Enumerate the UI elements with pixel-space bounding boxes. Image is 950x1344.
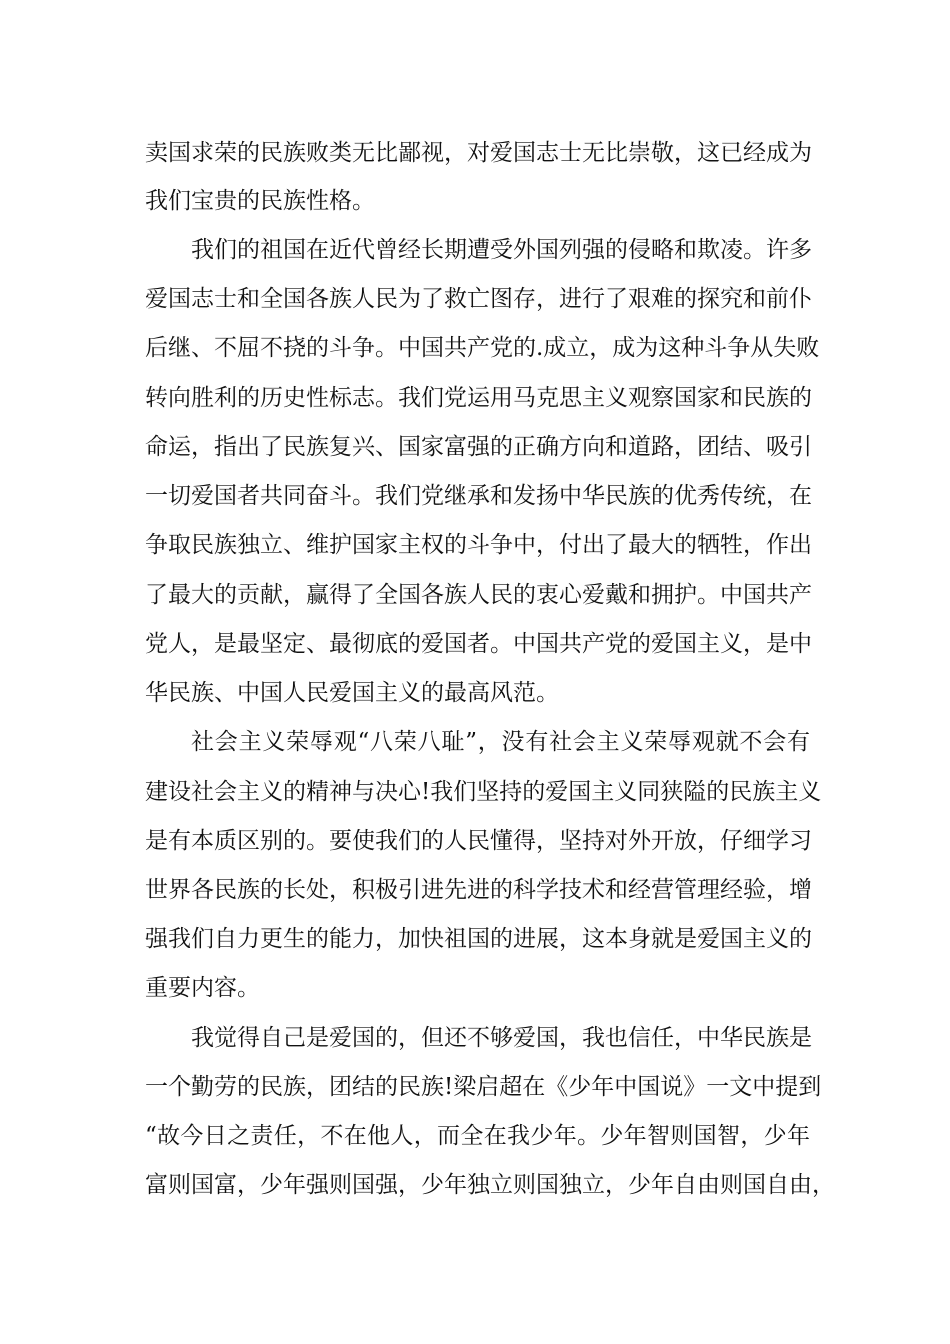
text-line: 社会主义荣辱观“八荣八耻”，没有社会主义荣辱观就不会有 (191, 729, 810, 755)
text-line: 华民族、中国人民爱国主义的最高风范。 (145, 680, 559, 706)
text-line: 争取民族独立、维护国家主权的斗争中，付出了最大的牺牲，作出 (145, 532, 812, 558)
text-line: 我们宝贵的民族性格。 (145, 188, 375, 214)
text-line: 转向胜利的历史性标志。我们党运用马克思主义观察国家和民族的 (145, 385, 812, 411)
text-line: 重要内容。 (145, 975, 260, 1001)
text-line: 我们的祖国在近代曾经长期遭受外国列强的侵略和欺凌。许多 (191, 237, 812, 263)
text-line: 爱国志士和全国各族人民为了救亡图存，进行了艰难的探究和前仆 (145, 286, 812, 312)
text-line: 后继、不屈不挠的斗争。中国共产党的.成立，成为这种斗争从失败 (145, 335, 820, 361)
text-line: 命运，指出了民族复兴、国家富强的正确方向和道路，团结、吸引 (145, 434, 812, 460)
text-line: 富则国富，少年强则国强，少年独立则国独立，少年自由则国自由， (145, 1172, 835, 1198)
text-line: 建设社会主义的精神与决心!我们坚持的爱国主义同狭隘的民族主义 (145, 779, 822, 805)
text-line: 世界各民族的长处，积极引进先进的科学技术和经营管理经验，增 (145, 877, 812, 903)
text-line: 党人，是最坚定、最彻底的爱国者。中国共产党的爱国主义，是中 (145, 631, 812, 657)
text-line: 是有本质区别的。要使我们的人民懂得，坚持对外开放，仔细学习 (145, 828, 812, 854)
text-line: “故今日之责任，不在他人，而全在我少年。少年智则国智，少年 (145, 1123, 810, 1149)
text-line: 强我们自力更生的能力，加快祖国的进展，这本身就是爱国主义的 (145, 926, 812, 952)
text-line: 卖国求荣的民族败类无比鄙视，对爱国志士无比崇敬，这已经成为 (145, 140, 812, 166)
text-line: 一个勤劳的民族，团结的民族!梁启超在《少年中国说》一文中提到 (145, 1074, 822, 1100)
text-line: 一切爱国者共同奋斗。我们党继承和发扬中华民族的优秀传统，在 (145, 483, 812, 509)
text-line: 我觉得自己是爱国的，但还不够爱国，我也信任，中华民族是 (191, 1025, 812, 1051)
text-line: 了最大的贡献，赢得了全国各族人民的衷心爱戴和拥护。中国共产 (145, 582, 812, 608)
